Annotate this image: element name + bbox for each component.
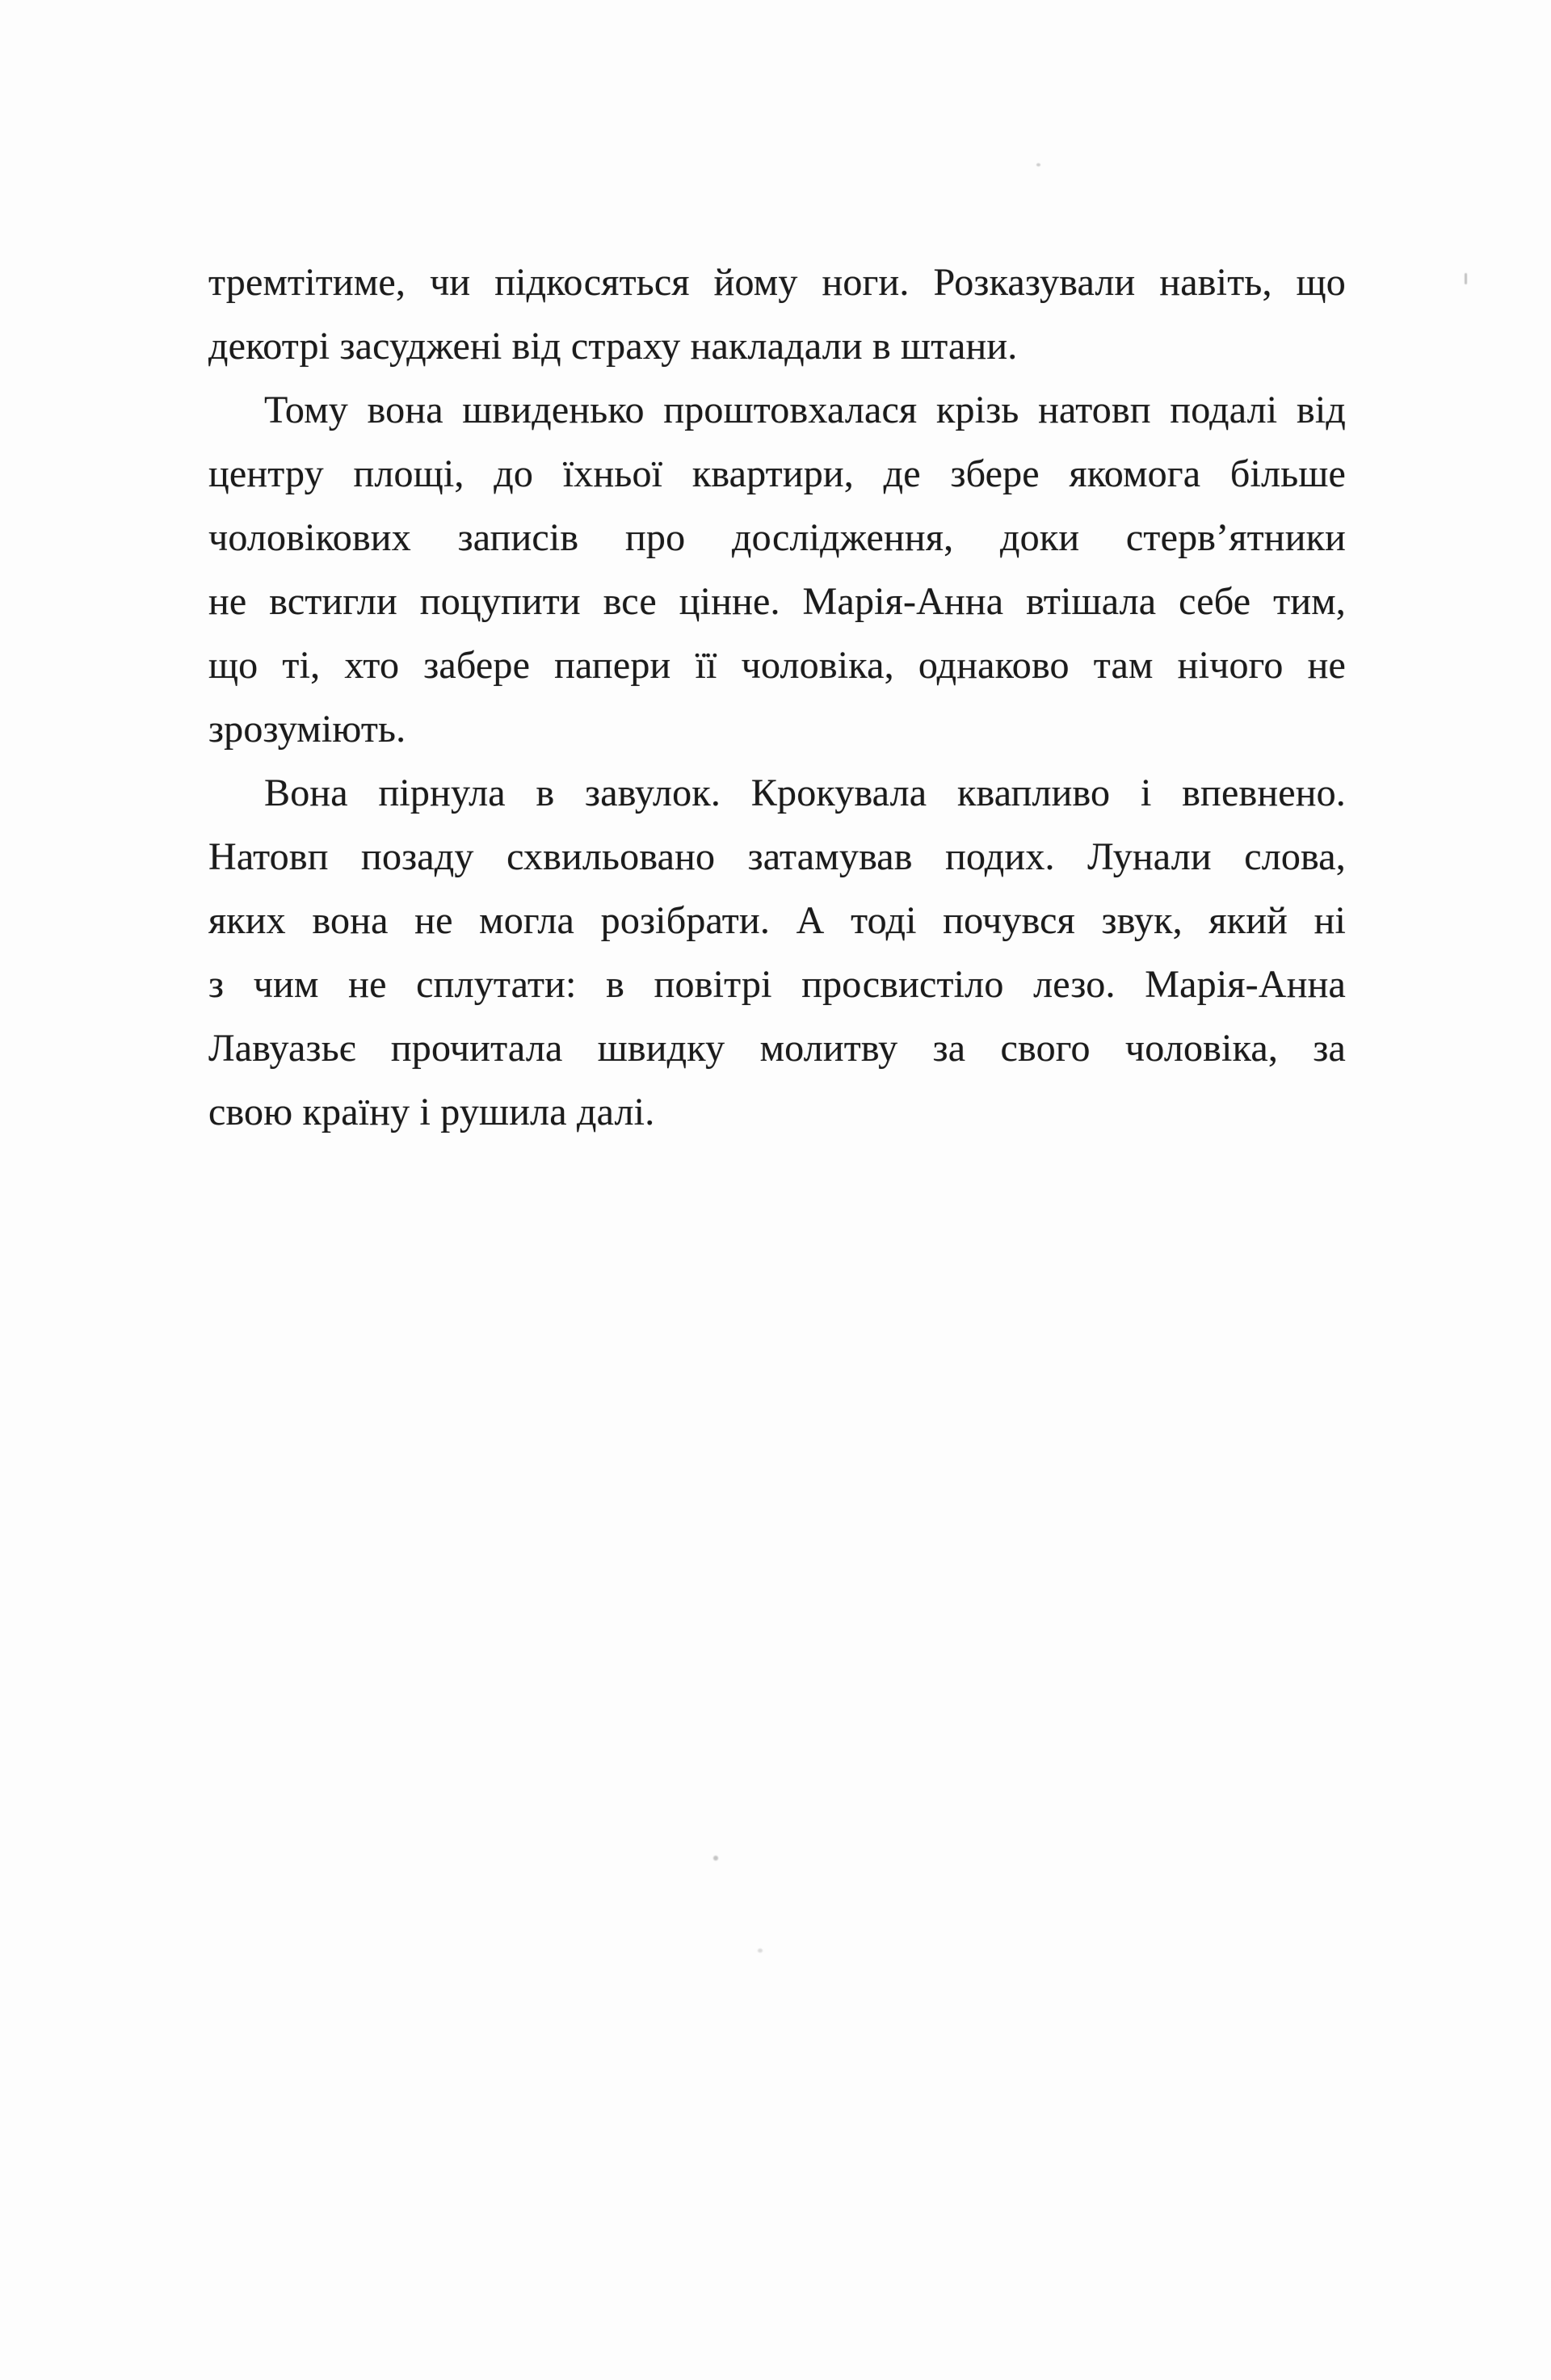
text-line: тремтітиме, чи підкосяться йому ноги. Розказували навіть, що	[208, 261, 1346, 304]
text-line: яких вона не могла розібрати. А тоді почувся звук, який ні	[208, 899, 1346, 942]
text-line: чоловікових записів про дослідження, доки стерв’ятники	[208, 516, 1346, 559]
text-line: центру площі, до їхньої квартири, де збере якомога більше	[208, 452, 1346, 495]
text-line: Лавуазьє прочитала швидку молитву за свого чоловіка, за	[208, 1027, 1346, 1070]
text-line: з чим не сплутати: в повітрі просвистіло лезо. Марія-Анна	[208, 963, 1346, 1006]
text-line: не встигли поцупити все цінне. Марія-Анна втішала себе тим,	[208, 580, 1346, 623]
scan-speck	[1465, 273, 1467, 284]
scan-speck	[758, 1949, 763, 1953]
scan-speck	[1036, 163, 1040, 166]
text-line: що ті, хто забере папери її чоловіка, однаково там нічого не	[208, 644, 1346, 687]
text-line: зрозуміють.	[208, 708, 406, 751]
body-text	[208, 250, 1346, 1144]
text-line: Вона пірнула в завулок. Крокувала квапливо і впевнено.	[264, 772, 1346, 814]
text-line: Тому вона швиденько проштовхалася крізь натовп подалі від	[264, 389, 1346, 431]
scan-speck	[713, 1856, 718, 1861]
text-line: декотрі засуджені від страху накладали в штани.	[208, 325, 1018, 368]
text-line: Натовп позаду схвильовано затамував подих. Лунали слова,	[208, 835, 1346, 878]
text-line: свою країну і рушила далі.	[208, 1091, 655, 1133]
